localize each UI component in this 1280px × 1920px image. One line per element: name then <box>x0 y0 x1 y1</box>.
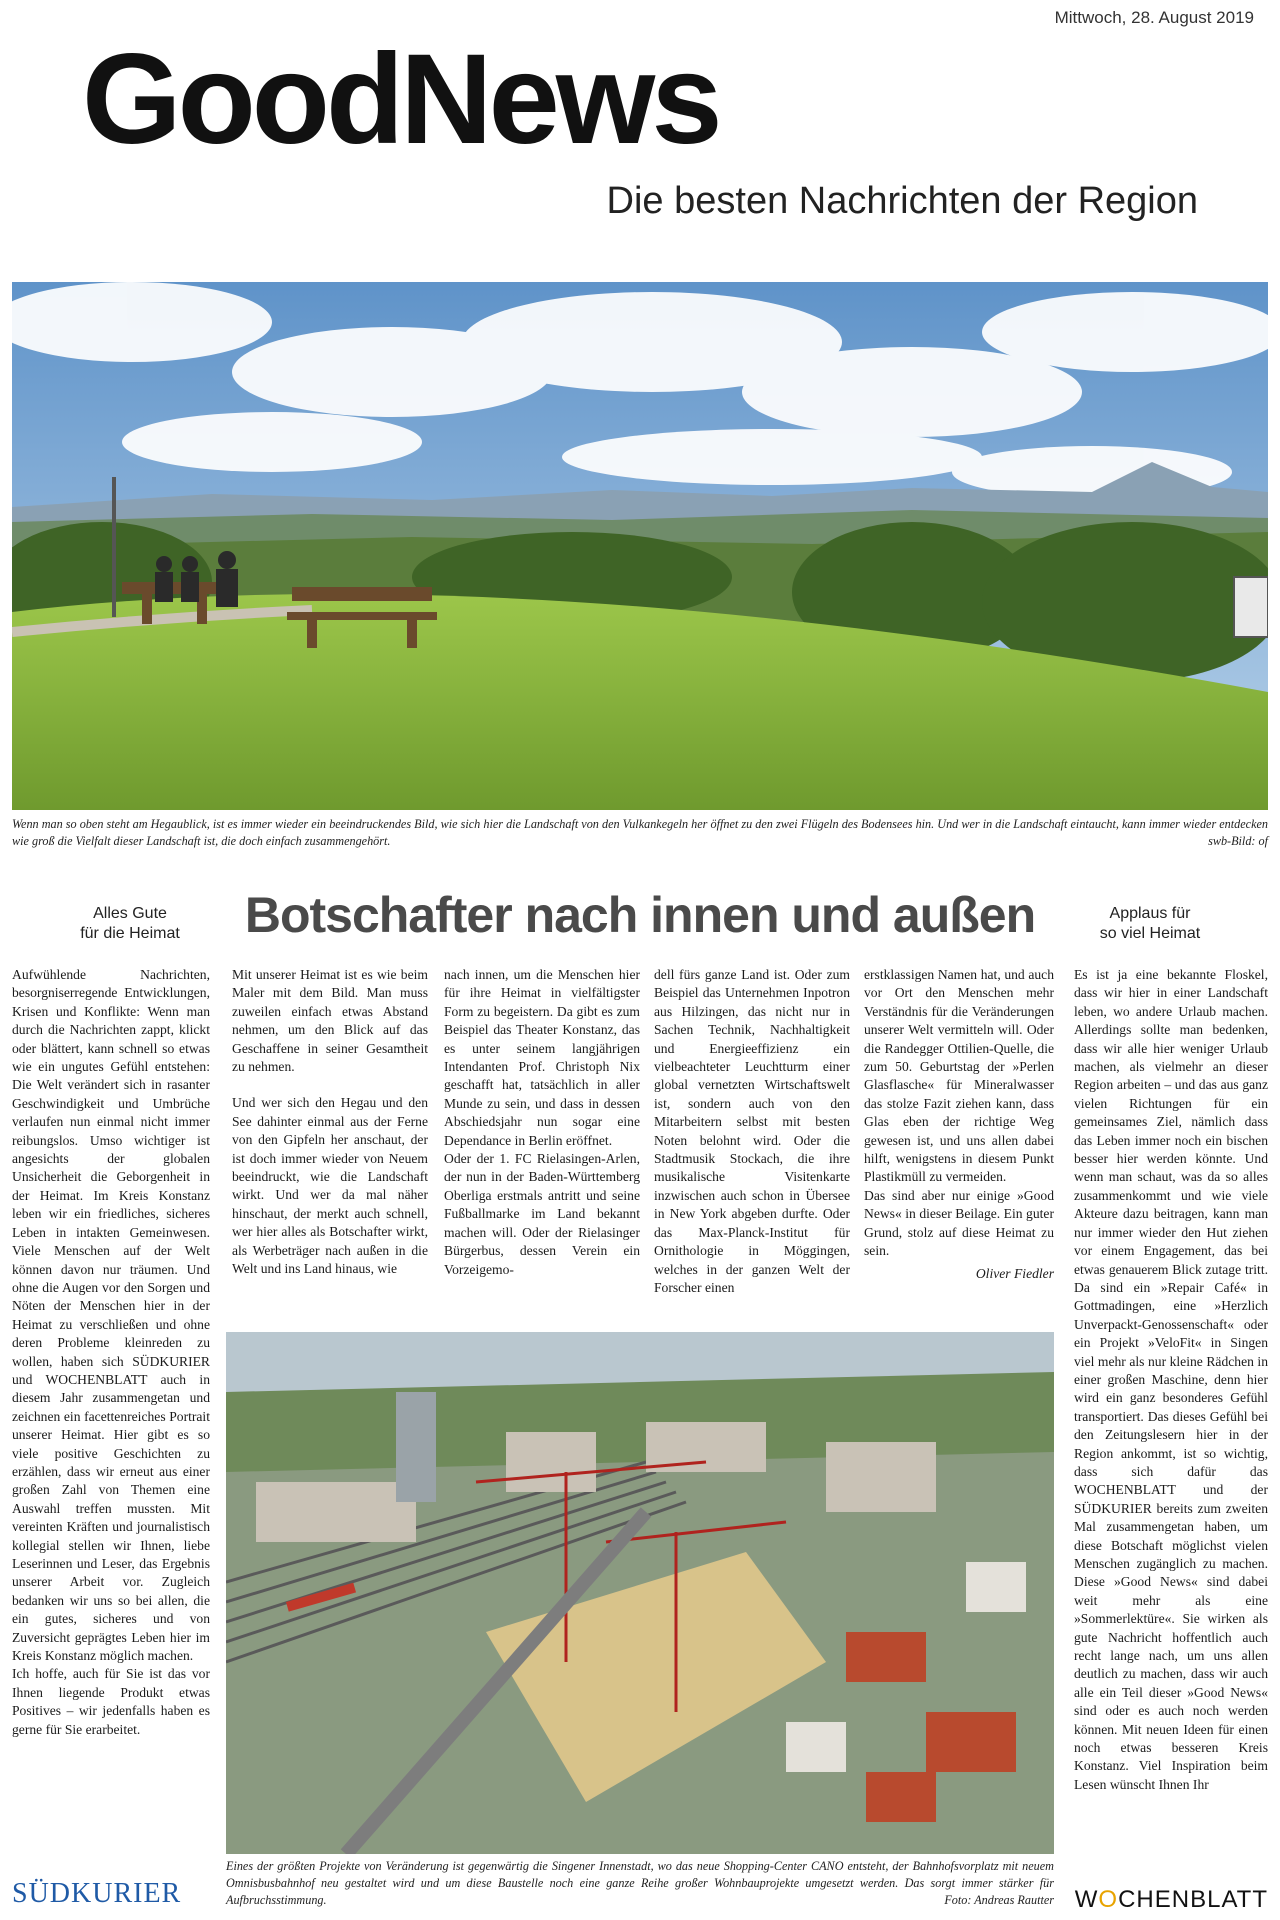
column-5-text <box>864 966 1054 1283</box>
landscape-caption-credit: swb-Bild: of <box>1208 834 1268 848</box>
city-caption-text: Eines der größten Projekte von Veränderung ist gegenwärtig die Singener Innenstadt, wo das neue Shopping-Center CANO entsteht, der Bahnhofsvorplatz mit neuem Omnisbusbahnhof neu gestaltet wird und um diese Baustelle noch eine ganze Reihe großer Wohnbauprojekte umgesetzt werden. Das sorgt immer stärker für Aufbruchsstimmung. <box>226 1859 1054 1907</box>
wochenblatt-logo <box>1075 1886 1268 1914</box>
left-column-paragraph: Aufwühlende Nachrichten, besorgniserregende Entwicklungen, Krisen und Konflikte: Wenn man durch die Nachrichten zappt, klickt oder blättert, kann schnell so etwas wie ein ungutes Gefühl entstehen: Die Welt verändert sich in rasanter Geschwindigkeit und Umbrüche verlaufen nun einmal nicht immer reibungslos. Umso wichtiger ist angesichts der globalen Unsicherheit die Geborgenheit in der Heimat. Im Kreis Konstanz leben wir ein friedliches, sicheres Leben in intakten Gemeinwesen. Viele Menschen auf der Welt können davon nur träumen. Und ohne die Augen vor den Sorgen und Nöten der Menschen hier in der Heimat zu verschließen und ohne deren Probleme kleinreden zu wollen, haben sich SÜDKURIER und WOCHENBLATT auch in diesem Jahr zusammengetan und zeichnen ein facettenreiches Portrait unserer Heimat. Hier gibt es so viele positive Geschichten zu erzählen, dass wir erneut aus einer großen Zahl von Themen eine Auswahl treffen mussten. Mit vereinten Kräften und journalistisch kollegial stellen wir Ihnen, liebe Leserinnen und Leser, das Ergebnis unserer Arbeit vor. Zugleich bedanken wir uns so bei allen, die ein gutes, sicheres und von Zuversicht geprägtes Leben hier im Kreis Konstanz möglich machen. <box>12 967 210 1664</box>
article-headline: Botschafter nach innen und außen <box>244 887 1036 943</box>
column-4-text <box>654 966 850 1297</box>
sudkurier-logo: SÜDKURIER <box>12 1878 182 1909</box>
landscape-photo <box>12 282 1268 810</box>
wochenblatt-logo-prefix: W <box>1074 1886 1099 1913</box>
column-3-text <box>444 966 640 1279</box>
column-2-paragraph: Mit unserer Heimat ist es wie beim Maler mit dem Bild. Man muss zuweilen einfach etwas Abstand nehmen, um den Blick auf das Geschaffene in seiner Gesamtheit zu nehmen. <box>232 967 428 1075</box>
masthead-title: GoodNews <box>82 28 719 171</box>
right-column-text <box>1074 966 1268 1794</box>
right-column-heading: Applaus für so viel Heimat <box>1099 905 1201 942</box>
date-line: Mittwoch, 28. August 2019 <box>1054 8 1254 27</box>
column-3-paragraph: nach innen, um die Menschen hier für ihre Heimat in vielfältigster Form zu begeistern. Da gibt es zum Beispiel das Theater Konstanz, das es unter seinem langjährigen Intendanten Prof. Christoph Nix geschafft hat, tatsächlich in aller Munde zu sein, und dass in dessen Abschiedsjahr nun sogar eine Dependance in Berlin eröffnet. <box>444 967 640 1148</box>
column-5-paragraph: Das sind aber nur einige »Good News« in dieser Beilage. Ein guter Grund, stolz auf diese Heimat zu sein. <box>864 1187 1054 1259</box>
left-column-text <box>12 966 210 1739</box>
left-column-heading: Alles Gute für die Heimat <box>80 905 180 942</box>
left-column-paragraph: Ich hoffe, auch für Sie ist das vor Ihnen liegende Produkt etwas Positives – wir jedenfalls haben es gerne für Sie erarbeitet. <box>12 1666 210 1737</box>
column-2-text <box>232 966 428 1279</box>
column-3-paragraph: Oder der 1. FC Rielasingen-Arlen, der nun in der Baden-Württemberg Oberliga erstmals antritt und seine Fußballmarke im Land bekannt machen will. Oder der Rielasinger Bürgerbus, dessen Verein ein Vorzeigemo- <box>444 1151 640 1277</box>
author-signature: Oliver Fiedler <box>975 1265 1054 1281</box>
right-column-paragraph: Es ist ja eine bekannte Floskel, dass wir hier in einer Landschaft leben, wo andere Urlaub machen. Allerdings sollte man bedenken, dass wir alle hier weniger Urlaub machen, als vielmehr an dieser Region arbeiten – und das aus ganz vielen Richtungen für ein gemeinsames Ziel, nämlich dass das Leben immer noch ein bischen besser hier werden könnte. Und wenn man schaut, was da so alles zusammenkommt und wie viele Akteure dazu beitragen, kann man nur immer wieder den Hut ziehen vor einem Engagement, das bei etwas genauerem Blick zutage tritt. Da sind ein »Repair Café« in Gottmadingen, eine »Herzlich Unverpackt-Genossenschaft« oder ein Projekt »VeloFit« in Singen viel mehr als nur kleine Rädchen in einer großen Maschine, denn hier wird ein ganz besonderes Gefühl transportiert. Das dieses Gefühl bei den Zeitungslesern hier in der Region ankommt, ist so wichtig, dass sich dafür das WOCHENBLATT und der SÜDKURIER bereits zum zweiten Mal zusammengetan haben, um diese Botschaft möglichst vielen Menschen zugänglich zu machen. Diese »Good News« sind dabei weit mehr als eine »Sommerlektüre«. Sie wirken als gute Nachricht hoffentlich auch recht lange nach, um uns allen deutlich zu machen, dass wir auch alle ein Teil dieser »Good News« sind oder es auch noch werden können. Mit neuen Ideen für einen noch etwas besseren Kreis Konstanz. Viel Inspiration beim Lesen wünscht Ihnen Ihr <box>1074 967 1268 1792</box>
wochenblatt-logo-accent: O <box>1098 1886 1119 1913</box>
column-4-paragraph: dell fürs ganze Land ist. Oder zum Beispiel das Unternehmen Inpotron aus Hilzingen, das nicht nur in Sachen Technik, Nachhaltigkeit und Energieeffizienz ein vielbeachteter Leuchtturm einer global vernetzten Wirtschaftswelt ist, sondern auch von den Mitarbeitern selbst mit besten Noten belohnt wird. Oder die Stadtmusik Stockach, die ihre musikalische Visitenkarte inzwischen auch schon in Übersee in New York abgeben durfte. Oder das Max-Planck-Institut für Ornithologie in Möggingen, welches in der ganzen Welt der Forscher einen <box>654 967 850 1295</box>
city-caption <box>226 1858 1054 1909</box>
landscape-caption <box>12 816 1268 850</box>
masthead-tagline: Die besten Nachrichten der Region <box>606 180 1198 222</box>
column-2-paragraph: Und wer sich den Hegau und den See dahinter einmal aus der Ferne von den Gipfeln her anschaut, der ist doch immer wieder von Neuem beeindruckt, wie die Landschaft wirkt. Und wer da mal näher hinschaut, der merkt auch schnell, wer hier alles als Botschafter wirkt, als Werbeträger nach außen in die Welt und ins Land hinaus, wie <box>232 1095 428 1277</box>
column-5-paragraph: erstklassigen Namen hat, und auch vor Ort den Menschen mehr Verständnis für die Veränderungen unserer Welt vermitteln will. Oder die Randegger Ottilien-Quelle, die zum 50. Geburtstag der »Perlen Glasflasche« für Mineralwasser das stolze Fazit ziehen kann, dass Glas eben der richtige Weg gewesen ist, und uns allen dabei hilft, wenigstens in diesem Punkt Plastikmüll zu vermeiden. <box>864 967 1054 1185</box>
landscape-caption-text: Wenn man so oben steht am Hegaublick, ist es immer wieder ein beeindruckendes Bild, wie sich hier die Landschaft von den Vulkankegeln her öffnet zu den zwei Flügeln des Bodensees hin. Und wer in die Landschaft eintaucht, kann immer wieder entdecken wie groß die Vielfalt dieser Landschaft ist, die doch einfach zusammengehört. <box>12 817 1268 848</box>
city-caption-credit: Foto: Andreas Rautter <box>944 1893 1054 1907</box>
city-aerial-photo <box>226 1332 1054 1854</box>
wochenblatt-logo-suffix: CHENBLATT <box>1118 1886 1268 1913</box>
